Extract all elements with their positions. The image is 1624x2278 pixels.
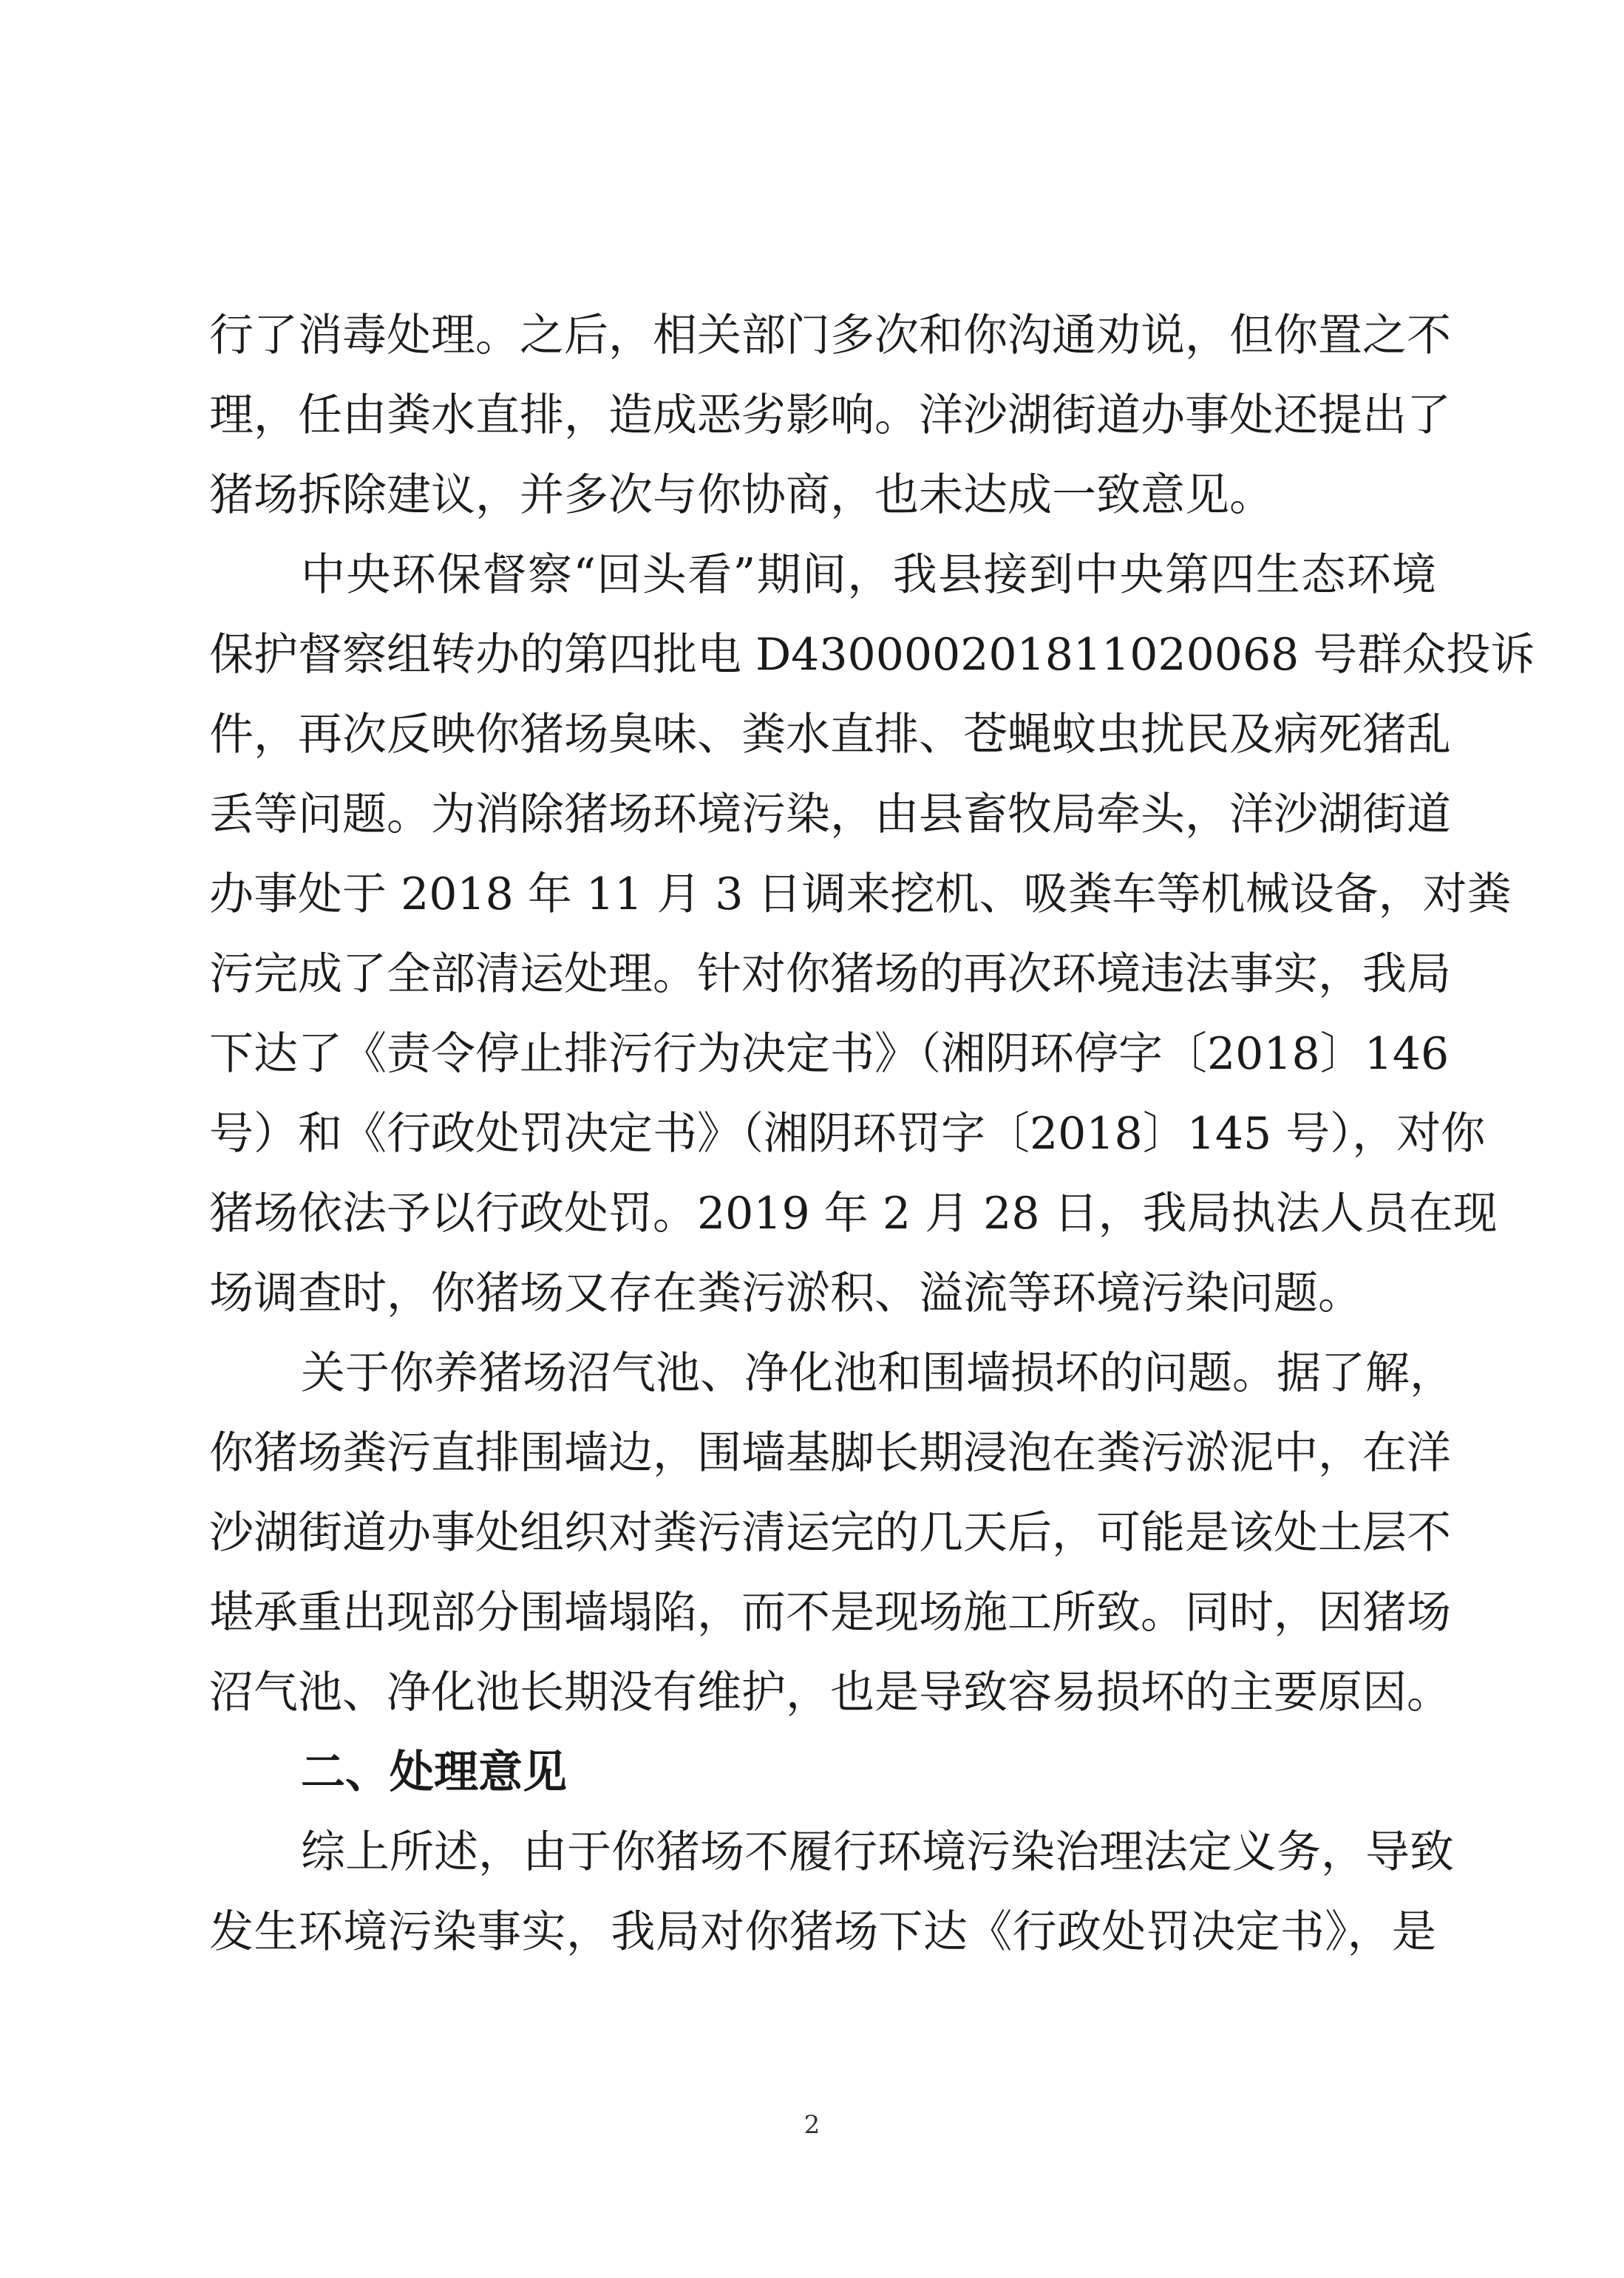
page-number: 2	[803, 2110, 821, 2140]
text-line: 件，再次反映你猪场臭味、粪水直排、苍蝇蚊虫扰民及病死猪乱	[209, 709, 1451, 761]
section-heading: 二、处理意见	[301, 1747, 567, 1798]
text-line: 中央环保督察“回头看”期间，我县接到中央第四生态环境	[301, 549, 1436, 601]
text-line: 下达了《责令停止排污行为决定书》（湘阴环停字〔2018〕146	[209, 1028, 1450, 1080]
text-line: 办事处于 2018 年 11 月 3 日调来挖机、吸粪车等机械设备，对粪	[209, 868, 1512, 920]
text-line: 场调查时，你猪场又存在粪污淤积、溢流等环境污染问题。	[209, 1268, 1362, 1319]
body-text	[209, 296, 1535, 1972]
paragraph-4	[209, 1812, 1454, 1972]
text-line: 号）和《行政处罚决定书》（湘阴环罚字〔2018〕145 号），对你	[209, 1108, 1486, 1160]
text-line: 猪场依法予以行政处罚。2019 年 2 月 28 日，我局执法人员在现	[209, 1188, 1498, 1240]
text-line: 关于你养猪场沼气池、净化池和围墙损坏的问题。据了解，	[301, 1347, 1454, 1399]
paragraph-3	[209, 1333, 1454, 1733]
text-line: 发生环境污染事实，我局对你猪场下达《行政处罚决定书》，是	[209, 1906, 1436, 1958]
text-line: 保护督察组转办的第四批电 D430000201811020068 号群众投诉	[209, 629, 1535, 681]
text-line: 堪承重出现部分围墙塌陷，而不是现场施工所致。同时，因猪场	[209, 1587, 1451, 1639]
text-line: 行了消毒处理。之后，相关部门多次和你沟通劝说，但你置之不	[209, 310, 1451, 361]
paragraph-1	[209, 296, 1451, 535]
text-line: 污完成了全部清运处理。针对你猪场的再次环境违法事实，我局	[209, 948, 1451, 1000]
text-line: 你猪场粪污直排围墙边，围墙基脚长期浸泡在粪污淤泥中，在洋	[209, 1427, 1451, 1479]
paragraph-2	[209, 535, 1535, 1333]
text-line: 丢等问题。为消除猪场环境污染，由县畜牧局牵头，洋沙湖街道	[209, 789, 1451, 840]
text-line: 猪场拆除建议，并多次与你协商，也未达成一致意见。	[209, 469, 1274, 521]
text-line: 沙湖街道办事处组织对粪污清运完的几天后，可能是该处土层不	[209, 1507, 1451, 1559]
text-line: 理，任由粪水直排，造成恶劣影响。洋沙湖街道办事处还提出了	[209, 390, 1451, 441]
text-line: 沼气池、净化池长期没有维护，也是导致容易损坏的主要原因。	[209, 1667, 1451, 1718]
text-line: 综上所述，由于你猪场不履行环境污染治理法定义务，导致	[301, 1826, 1454, 1878]
